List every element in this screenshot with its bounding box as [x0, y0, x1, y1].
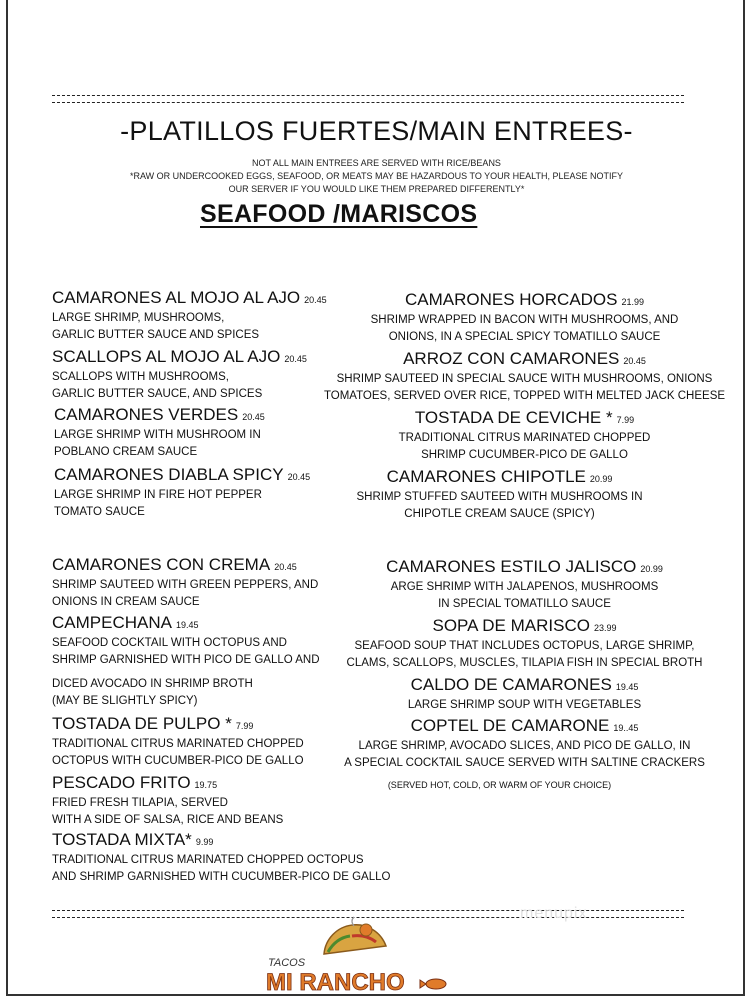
item-name: CAMARONES ESTILO JALISCO: [386, 557, 637, 576]
item-price: 7.99: [616, 415, 635, 425]
rice-beans-note: NOT ALL MAIN ENTREES ARE SERVED WITH RICE/BEANS: [252, 158, 501, 168]
item-name: SCALLOPS AL MOJO AL AJO: [52, 347, 281, 366]
item-description: (MAY BE SLIGHTLY SPICY): [52, 695, 198, 707]
menu-item: [52, 288, 327, 344]
item-name: CAMARONES CON CREMA: [52, 555, 271, 574]
menu-item: [52, 714, 304, 770]
menu-item: [52, 830, 390, 886]
item-price: 20.45: [623, 356, 646, 366]
item-description: POBLANO CREAM SAUCE: [54, 446, 198, 458]
menu-item: [52, 613, 320, 669]
item-name: CALDO DE CAMARONES: [410, 675, 612, 694]
item-description: AND SHRIMP GARNISHED WITH CUCUMBER-PICO DE GALLO: [52, 871, 391, 883]
item-description: SHRIMP SAUTEED IN SPECIAL SAUCE WITH MUSHROOMS, ONIONS: [336, 373, 713, 385]
menu-item: [312, 716, 737, 772]
item-price: 19..45: [613, 723, 639, 733]
item-description: GARLIC BUTTER SAUCE AND SPICES: [52, 329, 260, 341]
item-name: CAMARONES HORCADOS: [404, 290, 618, 309]
menu-item: [312, 349, 737, 405]
taco-icon: [324, 924, 386, 954]
item-name: TOSTADA MIXTA*: [52, 830, 192, 849]
item-description: SHRIMP SAUTEED WITH GREEN PEPPERS, AND: [52, 579, 319, 591]
item-name: SOPA DE MARISCO: [432, 616, 590, 635]
item-price: 19.75: [194, 780, 218, 790]
menu-item: [312, 675, 737, 714]
item-price: 19.45: [615, 682, 639, 692]
item-description: ARGE SHRIMP WITH JALAPENOS, MUSHROOMS: [390, 581, 659, 593]
item-description: LARGE SHRIMP, MUSHROOMS,: [52, 312, 225, 324]
item-description: SHRIMP STUFFED SAUTEED WITH MUSHROOMS IN: [356, 491, 643, 503]
item-description: TRADITIONAL CITRUS MARINATED CHOPPED: [398, 432, 651, 444]
fish-icon: [420, 979, 446, 989]
item-description: FRIED FRESH TILAPIA, SERVED: [52, 797, 228, 809]
item-description: GARLIC BUTTER SAUCE, AND SPICES: [52, 388, 263, 400]
item-description: TRADITIONAL CITRUS MARINATED CHOPPED OCTOPUS: [52, 854, 364, 866]
menu-item-continued: [52, 676, 253, 710]
item-description: TRADITIONAL CITRUS MARINATED CHOPPED: [52, 738, 304, 750]
item-description: TOMATO SAUCE: [54, 506, 145, 518]
item-price: 20.99: [640, 564, 663, 574]
item-description: ONIONS, IN A SPECIAL SPICY TOMATILLO SAUCE: [388, 331, 661, 343]
item-description: SCALLOPS WITH MUSHROOMS,: [52, 371, 229, 383]
item-name: CAMARONES VERDES: [54, 405, 239, 424]
item-description: CHIPOTLE CREAM SAUCE (SPICY): [404, 508, 595, 520]
item-description: DICED AVOCADO IN SHRIMP BROTH: [52, 678, 253, 690]
section-heading: SEAFOOD /MARISCOS: [200, 200, 478, 228]
health-warning-line-2: OUR SERVER IF YOU WOULD LIKE THEM PREPARED DIFFERENTLY*: [228, 184, 525, 194]
item-description: A SPECIAL COCKTAIL SAUCE SERVED WITH SALTINE CRACKERS: [344, 757, 705, 769]
menu-item: [54, 405, 265, 461]
menu-item: [312, 616, 737, 672]
item-description: ONIONS IN CREAM SAUCE: [52, 596, 200, 608]
menu-item: [52, 773, 283, 829]
item-name: TOSTADA DE CEVICHE *: [414, 408, 613, 427]
item-price: 20.45: [304, 295, 327, 305]
item-description: WITH A SIDE OF SALSA, RICE AND BEANS: [52, 814, 284, 826]
steam-icon: [352, 917, 354, 926]
item-name: PESCADO FRITO: [52, 773, 191, 792]
watermark: menupix: [520, 905, 588, 922]
item-name: CAMARONES AL MOJO AL AJO: [52, 288, 301, 307]
item-name: CAMARONES CHIPOTLE: [386, 467, 586, 486]
item-description: SHRIMP WRAPPED IN BACON WITH MUSHROOMS, AND: [370, 314, 679, 326]
menu-item: [312, 557, 737, 613]
menu-item: [54, 465, 310, 521]
item-name: CAMARONES DIABLA SPICY: [54, 465, 284, 484]
logo-tacos-text: TACOS: [268, 957, 306, 969]
serving-note: [287, 780, 712, 790]
item-description: SEAFOOD COCKTAIL WITH OCTOPUS AND: [52, 637, 287, 649]
menu-item: [52, 347, 307, 403]
logo-main-text: MI RANCHO: [266, 969, 405, 996]
item-price: 20.45: [274, 562, 297, 572]
top-divider: [52, 95, 684, 103]
item-description: LARGE SHRIMP SOUP WITH VEGETABLES: [407, 699, 642, 711]
menu-item: [312, 408, 737, 464]
item-description: LARGE SHRIMP WITH MUSHROOM IN: [54, 429, 261, 441]
restaurant-logo: [262, 912, 452, 996]
item-price: 7.99: [235, 721, 254, 731]
item-price: 20.45: [284, 354, 307, 364]
menu-item: [52, 555, 318, 611]
item-name: CAMPECHANA: [52, 613, 172, 632]
item-description: SHRIMP GARNISHED WITH PICO DE GALLO AND: [52, 654, 320, 666]
item-description: OCTOPUS WITH CUCUMBER-PICO DE GALLO: [52, 755, 304, 767]
item-price: 20.45: [287, 472, 311, 482]
item-price: 21.99: [621, 297, 645, 307]
item-description: CLAMS, SCALLOPS, MUSCLES, TILAPIA FISH IN SPECIAL BROTH: [346, 657, 703, 669]
item-price: 9.99: [195, 837, 214, 847]
item-price: 20.45: [242, 412, 265, 422]
item-description: SHRIMP CUCUMBER-PICO DE GALLO: [421, 449, 628, 461]
item-name: ARROZ CON CAMARONES: [403, 349, 620, 368]
item-description: SEAFOOD SOUP THAT INCLUDES OCTOPUS, LARGE SHRIMP,: [354, 640, 695, 652]
item-description: LARGE SHRIMP IN FIRE HOT PEPPER: [54, 489, 262, 501]
menu-item: [287, 467, 712, 523]
item-description: TOMATOES, SERVED OVER RICE, TOPPED WITH MELTED JACK CHEESE: [323, 390, 726, 402]
item-name: TOSTADA DE PULPO *: [52, 714, 232, 733]
item-description: LARGE SHRIMP, AVOCADO SLICES, AND PICO DE GALLO, IN: [358, 740, 691, 752]
health-warning-line-1: *RAW OR UNDERCOOKED EGGS, SEAFOOD, OR MEATS MAY BE HAZARDOUS TO YOUR HEALTH, PLEASE NOTIFY: [129, 171, 624, 181]
page-title: -PLATILLOS FUERTES/MAIN ENTREES-: [120, 116, 633, 146]
item-price: 19.45: [175, 620, 199, 630]
item-price: 23.99: [593, 623, 617, 633]
item-price: 20.99: [589, 474, 613, 484]
item-name: COPTEL DE CAMARONE: [410, 716, 610, 735]
serving-note-text: (SERVED HOT, COLD, OR WARM OF YOUR CHOICE): [387, 780, 612, 790]
menu-item: [312, 290, 737, 346]
item-description: IN SPECIAL TOMATILLO SAUCE: [438, 598, 611, 610]
